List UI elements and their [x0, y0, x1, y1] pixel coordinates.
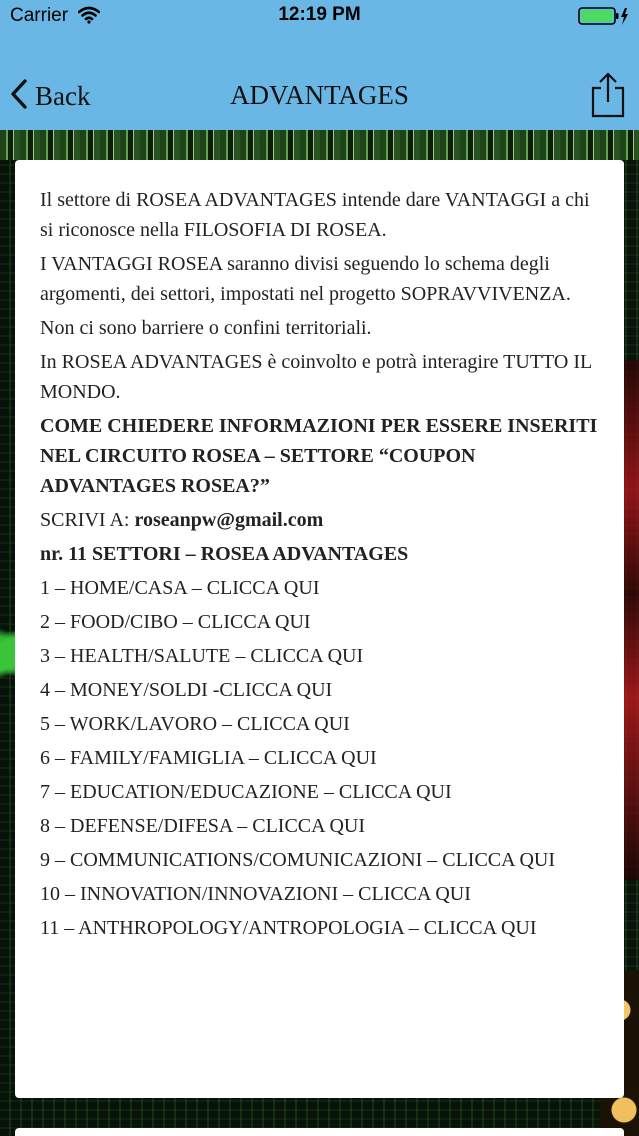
intro-paragraph-3: Non ci sono barriere o confini territoriali. [40, 317, 372, 339]
sector-link-communications[interactable]: 9 – COMMUNICATIONS/COMUNICAZIONI – CLICCA QUI [40, 849, 556, 871]
sector-link-anthropology[interactable]: 11 – ANTHROPOLOGY/ANTROPOLOGIA – CLICCA QUI [40, 917, 537, 939]
sector-link-innovation[interactable]: 10 – INNOVATION/INNOVAZIONI – CLICCA QUI [40, 883, 471, 905]
sector-link-defense[interactable]: 8 – DEFENSE/DIFESA – CLICCA QUI [40, 815, 366, 837]
share-icon [588, 105, 628, 122]
back-label: Back [35, 80, 91, 111]
sector-link-home[interactable]: 1 – HOME/CASA – CLICCA QUI [40, 577, 320, 599]
contact-line [40, 505, 605, 535]
sector-link-work[interactable]: 5 – WORK/LAVORO – CLICCA QUI [40, 713, 350, 735]
sector-link-food[interactable]: 2 – FOOD/CIBO – CLICCA QUI [40, 611, 311, 633]
page-title: ADVANTAGES [230, 80, 409, 110]
carrier-label: Carrier [10, 5, 69, 26]
article-body [40, 185, 605, 947]
sector-link-money[interactable]: 4 – MONEY/SOLDI -CLICCA QUI [40, 679, 333, 701]
intro-paragraph-1: Il settore di ROSEA ADVANTAGES intende dare VANTAGGI a chi si riconosce nella FILOSOFIA DI ROSEA. [40, 189, 590, 241]
sectors-heading: nr. 11 SETTORI – ROSEA ADVANTAGES [40, 543, 409, 565]
battery-icon [578, 7, 630, 32]
write-to-label: SCRIVI A: [40, 509, 135, 531]
how-to-heading: COME CHIEDERE INFORMAZIONI PER ESSERE INSERITI NEL CIRCUITO ROSEA – SETTORE “COUPON ADVANTAGES ROSEA?” [40, 415, 598, 497]
background-band [0, 130, 639, 160]
email-link[interactable]: roseanpw@gmail.com [134, 509, 324, 531]
status-bar [0, 0, 639, 32]
share-button[interactable] [588, 72, 628, 118]
content-card [15, 160, 624, 1098]
sector-link-education[interactable]: 7 – EDUCATION/EDUCAZIONE – CLICCA QUI [40, 781, 452, 803]
next-card-edge [15, 1128, 624, 1136]
sector-link-health[interactable]: 3 – HEALTH/SALUTE – CLICCA QUI [40, 645, 364, 667]
intro-paragraph-4: In ROSEA ADVANTAGES è coinvolto e potrà interagire TUTTO IL MONDO. [40, 351, 592, 403]
sector-link-family[interactable]: 6 – FAMILY/FAMIGLIA – CLICCA QUI [40, 747, 377, 769]
navigation-bar [0, 32, 639, 130]
clock: 12:19 PM [278, 4, 361, 25]
intro-paragraph-2: I VANTAGGI ROSEA saranno divisi seguendo lo schema degli argomenti, dei settori, impostati nel progetto SOPRAVVIVENZA. [40, 253, 571, 305]
